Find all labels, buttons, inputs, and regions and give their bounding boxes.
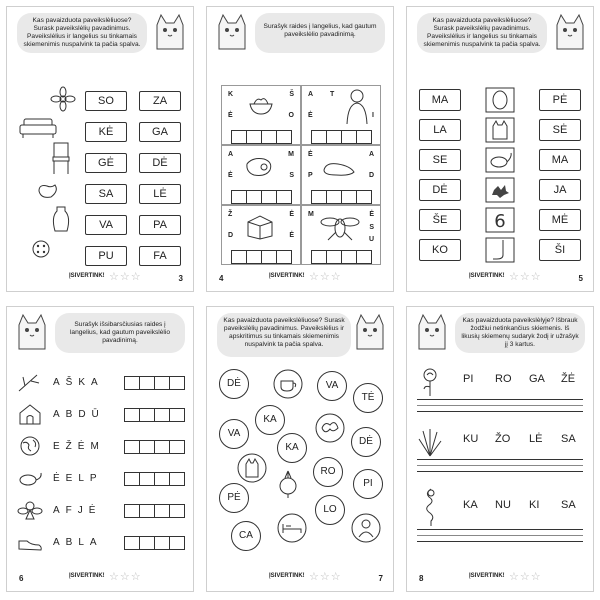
rating-stars[interactable]: ☆☆☆ (109, 271, 142, 283)
answer-cells[interactable] (125, 472, 185, 486)
letter: Ė (228, 172, 233, 179)
answer-cells[interactable] (232, 130, 292, 144)
syllable-box[interactable]: FA (139, 246, 181, 266)
six-icon (485, 207, 515, 233)
puzzle-cell (301, 205, 381, 265)
instruction-bubble: Surašyk raides į langelius, kad gautum paveikslėlio pavadinimą. (255, 13, 385, 53)
cat-icon (237, 453, 267, 483)
syllable-circle[interactable]: KA (255, 405, 285, 435)
writing-line[interactable] (417, 459, 583, 460)
page-4 (206, 6, 394, 292)
syllable-box[interactable]: DĖ (419, 179, 461, 201)
letter: A (228, 151, 234, 158)
letter: Ė (308, 112, 313, 119)
writing-line[interactable] (417, 405, 583, 406)
instruction-bubble: Kas pavaizduota paveikslėliuose? Surask paveikslėlių pavadinimus. Paveikslėlius ir apskritimus su tinkamais skiemenimis nuspalvink ta pačia spalva. (217, 313, 351, 357)
letter: O (288, 112, 294, 119)
globe-icon (17, 435, 43, 457)
flower-icon (51, 87, 75, 111)
writing-line[interactable] (417, 411, 583, 412)
cat-mascot-icon (215, 11, 249, 51)
bed-icon (277, 513, 307, 543)
leg-icon (485, 237, 515, 263)
puzzle-cell (221, 205, 301, 265)
syllable[interactable]: GA (529, 373, 545, 385)
man-icon (351, 513, 381, 543)
instruction-bubble: Kas pavaizduota paveikslėlyje? Išbrauk žodžiui netinkančius skiemenis. Iš likusių skiemenų sudaryk žodį ir užrašyk jį 3 kartus. (455, 313, 585, 353)
self-assessment (7, 571, 193, 583)
writing-line[interactable] (417, 529, 583, 530)
syllable-circle[interactable]: KA (277, 433, 307, 463)
scrambled-letters: AŠKA (53, 377, 104, 388)
vase-icon (51, 205, 71, 235)
self-assessment (407, 571, 593, 583)
cat-face-icon (485, 117, 515, 143)
self-assessment (407, 271, 593, 283)
mouse-icon (485, 147, 515, 173)
writing-line[interactable] (417, 471, 583, 472)
syllable-circle[interactable]: CA (231, 521, 261, 551)
button-icon (31, 239, 51, 259)
syllable[interactable]: KA (463, 499, 478, 511)
letter: Ė (308, 151, 313, 158)
bowl-icon (248, 94, 274, 116)
page-number: 7 (378, 574, 383, 583)
syllable[interactable]: KU (463, 433, 479, 445)
chair-icon (51, 141, 71, 175)
syllable[interactable]: LĖ (529, 433, 543, 445)
puzzle-cell (301, 85, 381, 145)
answer-cells[interactable] (125, 440, 185, 454)
syllable-box[interactable]: GA (139, 122, 181, 142)
answer-cells[interactable] (312, 130, 372, 144)
rating-stars[interactable]: ☆☆☆ (109, 571, 142, 583)
letter: D (368, 172, 374, 179)
syllable-box[interactable]: VA (85, 215, 127, 235)
scrambled-letters: ABDŪ (53, 409, 105, 420)
page-7 (206, 306, 394, 592)
syllable-box[interactable]: JA (539, 179, 581, 201)
syllable-circle[interactable]: DĖ (351, 427, 381, 457)
puzzle-cell (301, 145, 381, 205)
writing-line[interactable] (417, 399, 583, 400)
answer-cells[interactable] (125, 536, 185, 550)
cat-mascot-icon (415, 311, 449, 351)
syllable-box[interactable]: KO (419, 239, 461, 261)
instruction-bubble: Kas pavaizduota paveikslėliuose? Surask paveikslėlių pavadinimus. Paveikslėlius ir langelius su tinkamais skiemenimis nuspalvink ta pačia spalva. (417, 13, 547, 53)
letter: S (289, 172, 294, 179)
syllable[interactable]: ŽO (495, 433, 511, 445)
syllable-circle[interactable]: RO (313, 457, 343, 487)
syllable-box[interactable]: PA (139, 215, 181, 235)
letter: M (288, 151, 294, 158)
braid-icon (421, 487, 441, 527)
writing-line[interactable] (417, 541, 583, 542)
shoe-icon (17, 531, 43, 553)
page-8 (406, 306, 594, 592)
letter: Ė (289, 232, 294, 239)
scrambled-letters: AFJĖ (53, 505, 102, 516)
self-assessment-label: ĮSIVERTINK! (269, 573, 305, 579)
cat-mascot-icon (553, 11, 587, 51)
syllable-box[interactable]: PU (85, 246, 127, 266)
meat-icon (244, 156, 274, 178)
fairy-icon (17, 499, 43, 521)
letter: Š (289, 91, 294, 98)
answer-cells[interactable] (125, 376, 185, 390)
page-number: 4 (219, 274, 224, 283)
syllable-box[interactable]: MĖ (539, 209, 581, 231)
syllable[interactable]: SA (561, 433, 576, 445)
letter: A (368, 151, 374, 158)
branch-icon (17, 371, 43, 393)
self-assessment-label: ĮSIVERTINK! (469, 273, 505, 279)
letter: K (228, 91, 234, 98)
page-number: 3 (178, 274, 183, 283)
letter: Ė (289, 211, 294, 218)
letter: Ž (228, 211, 233, 218)
syllable-circle[interactable]: LO (315, 495, 345, 525)
syllable-circle[interactable]: PĖ (219, 483, 249, 513)
letter: I (372, 112, 374, 119)
scrambled-letters: ABLA (53, 537, 103, 548)
syllable[interactable]: SA (561, 499, 576, 511)
doghouse-icon (17, 403, 43, 425)
svg-text:6: 6 (494, 211, 506, 232)
instruction-bubble: Surašyk išsibarsčiusias raides į langelius, kad gautum paveikslėlio pavadinimą. (55, 313, 185, 353)
page-number: 6 (19, 574, 24, 583)
cat-mascot-icon (353, 311, 387, 351)
syllable-box[interactable]: GĖ (85, 153, 127, 173)
letter: D (228, 232, 234, 239)
syllable-circle[interactable]: TĖ (353, 383, 383, 413)
rating-stars[interactable]: ☆☆☆ (309, 571, 342, 583)
letter: Ė (369, 211, 374, 218)
fly-icon (320, 212, 360, 242)
page-3 (6, 6, 194, 292)
syllable-box[interactable]: MA (539, 149, 581, 171)
self-assessment-label: ĮSIVERTINK! (269, 273, 305, 279)
writing-line[interactable] (417, 535, 583, 536)
syllable-box[interactable]: SĖ (539, 119, 581, 141)
answer-cells[interactable] (125, 504, 185, 518)
mirror-icon (485, 87, 515, 113)
cat-mascot-icon (153, 11, 187, 51)
self-assessment-label: ĮSIVERTINK! (469, 573, 505, 579)
syllable[interactable]: RO (495, 373, 512, 385)
bean-icon (37, 183, 59, 199)
syllable-box[interactable]: ŠI (539, 239, 581, 261)
syllable-circle[interactable]: PI (353, 469, 383, 499)
writing-line[interactable] (417, 465, 583, 466)
answer-cells[interactable] (312, 250, 372, 264)
footprint-icon (320, 156, 360, 178)
letter: A (308, 91, 314, 98)
answer-cells[interactable] (125, 408, 185, 422)
scrambled-letters: ĖELP (53, 473, 103, 484)
letter: T (330, 91, 335, 98)
syllable-box[interactable]: SA (85, 184, 127, 204)
syllable-box[interactable]: SO (85, 91, 127, 111)
self-assessment (7, 271, 193, 283)
letter: S (369, 224, 374, 231)
syllable-box[interactable]: PĖ (539, 89, 581, 111)
box-icon (246, 214, 274, 240)
syllable[interactable]: ŽĖ (561, 373, 576, 385)
instruction-bubble: Kas pavaizduota paveikslėliuose? Surask paveikslėlių pavadinimus. Paveikslėlius ir langelius su tinkamais skiemenimis nuspalvink ta pačia spalva. (17, 13, 147, 53)
syllable-box[interactable]: MA (419, 89, 461, 111)
syllable-box[interactable]: DĖ (139, 153, 181, 173)
splash-icon (485, 177, 515, 203)
answer-cells[interactable] (232, 250, 292, 264)
rose-icon (419, 367, 441, 397)
rating-stars[interactable]: ☆☆☆ (309, 271, 342, 283)
answer-cells[interactable] (232, 190, 292, 204)
sofa-icon (19, 117, 57, 139)
syllable-box[interactable]: SE (419, 149, 461, 171)
radish-icon (273, 469, 303, 499)
syllable[interactable]: PI (463, 373, 474, 385)
syllable-box[interactable]: LĖ (139, 184, 181, 204)
syllable-box[interactable]: KĖ (85, 122, 127, 142)
letter: U (368, 236, 374, 243)
syllable-box[interactable]: ŠE (419, 209, 461, 231)
self-assessment-label: ĮSIVERTINK! (69, 273, 105, 279)
self-assessment (207, 571, 393, 583)
syllable-box[interactable]: LA (419, 119, 461, 141)
answer-cells[interactable] (312, 190, 372, 204)
page-5 (406, 6, 594, 292)
rat-icon (17, 467, 43, 489)
puzzle-cell (221, 85, 301, 145)
cup-icon (273, 369, 303, 399)
rating-stars[interactable]: ☆☆☆ (509, 271, 542, 283)
pasta-icon (315, 413, 345, 443)
scrambled-letters: EŽĖM (53, 441, 105, 452)
syllable-box[interactable]: ZA (139, 91, 181, 111)
syllable-circle[interactable]: VA (219, 419, 249, 449)
syllable-circle[interactable]: DĖ (219, 369, 249, 399)
self-assessment-label: ĮSIVERTINK! (69, 573, 105, 579)
self-assessment (207, 271, 393, 283)
cat-mascot-icon (15, 311, 49, 351)
puzzle-cell (221, 145, 301, 205)
page-number: 8 (419, 574, 424, 583)
girl-icon (342, 88, 372, 124)
letter: P (308, 172, 313, 179)
letter: M (308, 211, 314, 218)
letter: Ė (228, 112, 233, 119)
syllable-circle[interactable]: VA (317, 371, 347, 401)
syllable[interactable]: NU (495, 499, 511, 511)
page-6 (6, 306, 194, 592)
page-number: 5 (578, 274, 583, 283)
rating-stars[interactable]: ☆☆☆ (509, 571, 542, 583)
syllable[interactable]: KI (529, 499, 540, 511)
grass-icon (417, 427, 443, 457)
